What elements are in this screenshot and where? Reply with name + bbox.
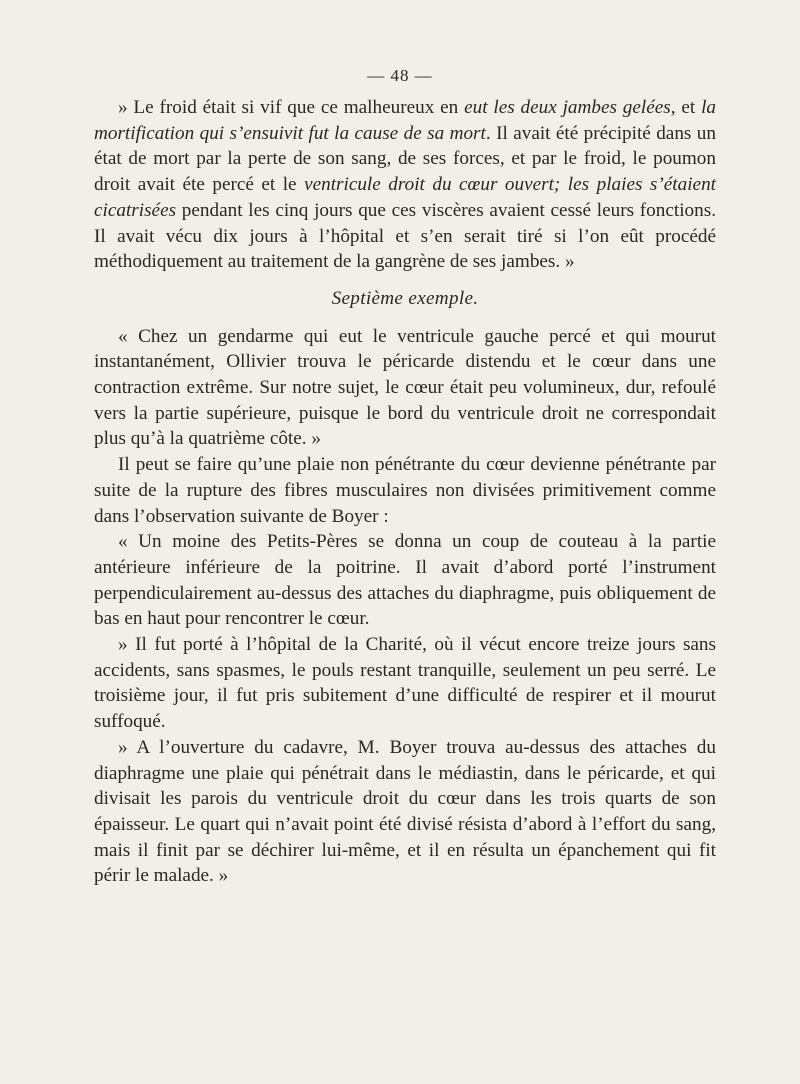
paragraph-1-part-d: pendant les cinq jours que ces viscères avaient cessé leurs fonctions. Il avait vécu dix jours à l’hôpital et s’en serait tiré si l’on eût procédé méthodiquement au traitement de la gangrène de ses jambes. » (94, 199, 716, 273)
paragraph-1-italic-2: la mortification qui s’ensuivit fut la cause de sa mort (94, 97, 716, 144)
paragraph-3: Il peut se faire qu’une plaie non pénétrante du cœur devienne pénétrante par suite de la rupture des fibres musculaires non divisées primitivement comme dans l’observation suivante de Boyer : (94, 454, 716, 527)
paragraph-1-part-c: . Il avait été précipité dans un état de mort par la perte de son sang, de ses forces, et par le froid, le poumon droit avait éte percé et le (94, 122, 716, 196)
paragraph-1-part-b: , et (670, 97, 702, 118)
paragraph-1-part-a: » Le froid était si vif que ce malheureux en (118, 97, 465, 118)
paragraph-4: « Un moine des Petits-Pères se donna un coup de couteau à la partie antérieure inférieure de la poitrine. Il avait d’abord porté l’instrument perpendiculairement au-dessus des attaches du diaphragme, puis obliquement de bas en haut pour rencontrer le cœur. (94, 531, 716, 630)
paragraph-1 (94, 95, 716, 275)
page-number: — 48 — (367, 66, 433, 85)
paragraph-1-italic-3: ventricule droit du cœur ouvert; les plaies s’étaient cicatrisées (94, 174, 716, 221)
body-text (94, 95, 716, 889)
section-title: Septième exemple. (331, 287, 479, 309)
paragraph-2: « Chez un gendarme qui eut le ventricule gauche percé et qui mourut instantanément, Ollivier trouva le péricarde distendu et le cœur dans une contraction extrême. Sur notre sujet, le cœur était peu volumineux, dur, refoulé vers la partie supérieure, puisque le bord du ventricule droit ne correspondait plus qu’à la quatrième côte. » (94, 325, 716, 450)
paragraph-6: » A l’ouverture du cadavre, M. Boyer trouva au-dessus des attaches du diaphragme une plaie qui pénétrait dans le médiastin, dans le péricarde, et qui divisait les parois du ventricule droit du cœur dans les trois quarts de son épaisseur. Le quart qui n’avait point été divisé résista d’abord à l’effort du sang, mais il finit par se déchirer lui-même, et il en résulta un épanchement qui fit périr le malade. » (94, 736, 716, 887)
paragraph-1-italic-1: eut les deux jambes gelées (464, 97, 671, 118)
paragraph-5: » Il fut porté à l’hôpital de la Charité, où il vécut encore treize jours sans accidents, sans spasmes, le pouls restant tranquille, seulement un peu serré. Le troisième jour, il fut pris subitement d’une difficulté de respirer et il mourut suffoqué. (94, 634, 716, 733)
